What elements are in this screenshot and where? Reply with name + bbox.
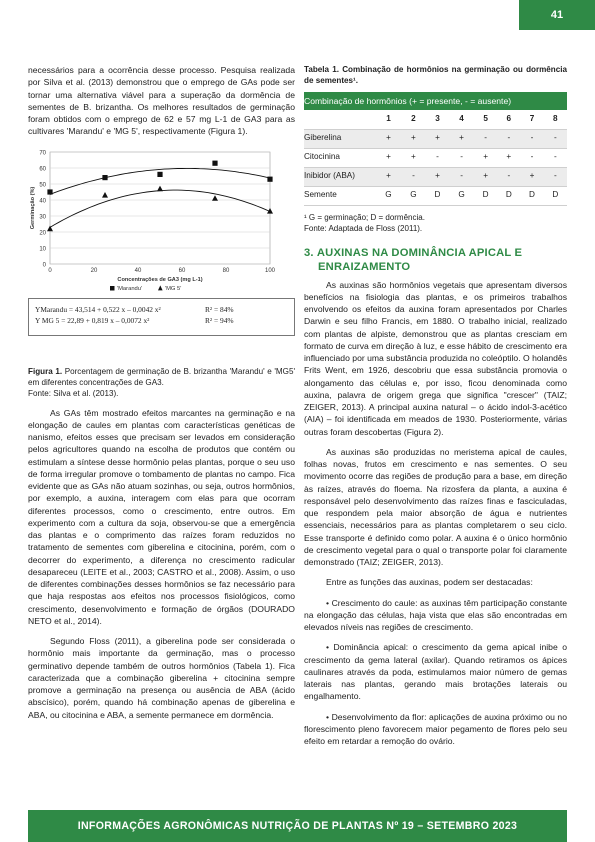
- section-number: 3.: [304, 246, 314, 259]
- table-cell: -: [449, 148, 474, 167]
- paragraph: As auxinas são hormônios vegetais que apresentam diversos benefícios na fisiologia das plantas, e os primeiros trabalhos envolvendo os efeitos da auxina foram apresentados por Charles Darwin e seu filho Francis, em 1880. O trabalho inicial, realizado com plantas de alpiste, demonstrou que as plantas cresciam em formato de curva em direção à luz, e esse hábito de crescimento era influenciado por uma substância produzida no coleóptilo. O holandês Frits Went, em 1926, descobriu que essa substância promovia o alongamento das células e, por isso, ficou denominada como auxina, palavra de origem grega que significa "crescer" (TAIZ; ZEIGER, 2013). A principal auxina natural – o ácido indol-3-acético (AIA) – foi identificada em meados de 1930. Posteriormente, várias outras foram descobertas (Figura 2).: [304, 279, 567, 437]
- equation-marandu: YMarandu = 43,514 + 0,522 x – 0,0042 x²: [35, 304, 161, 314]
- legend-marker-mg5: [158, 285, 163, 290]
- section-title-line1: AUXINAS NA DOMINÂNCIA APICAL E: [316, 246, 523, 259]
- table-cell: +: [401, 148, 426, 167]
- paragraph: necessários para a ocorrência desse processo. Pesquisa realizada por Silva et al. (2013) demonstrou que o emprego de GAs pode ser tornar uma alternativa viável para a superação da dormência de sementes de B. brizantha. Os melhores resultados de germinação foram obtidos com o emprego de 62 e 57 mg L-1 de GA3 para as cultivares 'Marandu' e 'MG 5', respectivamente (Figura 1).: [28, 65, 295, 137]
- table-cell: +: [426, 129, 449, 148]
- table-title: Tabela 1. Combinação de hormônios na germinação ou dormência de sementes¹.: [304, 65, 567, 85]
- y-tick-label: 70: [39, 149, 46, 156]
- table-cell: -: [497, 167, 520, 186]
- table-header: Combinação de hormônios (+ = presente, - = ausente): [304, 92, 567, 110]
- table-col-header: 4: [449, 110, 474, 129]
- x-tick-label: 80: [222, 267, 230, 274]
- table-row: [304, 186, 567, 205]
- bullet-item: • Crescimento do caule: as auxinas têm participação constante na elongação das células, haja vista que elas são encontradas em elevados níveis nas regiões de crescimento.: [304, 597, 567, 632]
- r2-mg5: R² = 94%: [205, 315, 234, 325]
- caption-source: Fonte: Silva et al. (2013).: [28, 388, 119, 398]
- table-cell: +: [474, 167, 497, 186]
- y-tick-label: 50: [39, 181, 46, 188]
- table-cell: +: [401, 129, 426, 148]
- table-col-header: 1: [376, 110, 401, 129]
- table-cell: -: [449, 167, 474, 186]
- germination-chart: [28, 144, 295, 296]
- y-tick-label: 30: [39, 213, 46, 220]
- table-cell: +: [520, 167, 543, 186]
- table-cell: -: [426, 148, 449, 167]
- regression-equations: [28, 298, 295, 336]
- point-marandu: [267, 176, 272, 181]
- table-source: Fonte: Adaptada de Floss (2011).: [304, 223, 423, 233]
- point-marandu: [157, 171, 162, 176]
- paragraph: As GAs têm mostrado efeitos marcantes na germinação e na elongação de caules em plantas com características genéticas de nanismo, efeitos esses que precisam ser levados em consideração pelos agricultores quando na escolha de produtos que contém ou estimulam a síntese desse hormônio pelas plantas, porque o seu uso de forma irregular promove o tombamento de plantas no campo. Fica evidente que as GAs não atuam sozinhas, ou seja, outros hormônios, por exemplo, a auxina, interagem com elas para que ocorram diferentes processos, como o crescimento, entre outros. Em experimento com a cultura da soja, observou-se que a emergência das plantas e o comprimento das raízes foram reduzidos no tratamento de sementes com giberelina e citocinina, porém, com o decorrer do experimento, a diferença no crescimento radicular desapareceu (LEITE et al., 2003; CASTRO et al., 2008). Assim, o uso de diferentes combinações desses hormônios se faz necessário para que haja respostas aos efeitos nos processos fisiológicos, como crescimento, desenvolvimento e formação de órgãos (DOURADO NETO et al., 2014).: [28, 407, 295, 626]
- right-column: [304, 64, 567, 747]
- page-footer: INFORMAÇÕES AGRONÔMICAS NUTRIÇÃO DE PLANTAS Nº 19 – SETEMBRO 2023: [28, 810, 567, 842]
- table-cell: -: [520, 129, 543, 148]
- y-axis-label: Germinação (%): [30, 186, 36, 229]
- paragraph: Segundo Floss (2011), a giberelina pode ser considerada o hormônio mais importante da germinação, mas o processo germinativo depende também de outros hormônios (Tabela 1). Fica caracterizada que a combinação giberelina + citocinina sempre promove a germinação na presença ou ausência de ABA (ácido abscísico), porém, quando há combinação apenas de giberelina e ABA, ou citocinina e ABA, a semente permanece em dormência.: [28, 636, 295, 720]
- table-cell: G: [376, 186, 401, 205]
- fit-curve-mg5: [50, 190, 270, 227]
- x-tick-label: 60: [178, 267, 186, 274]
- table-cell: +: [474, 148, 497, 167]
- paragraph: As auxinas são produzidas no meristema apical de caules, folhas novas, frutos em crescimento e nas sementes. O seu movimento ocorre das regiões de produção para a base, em direção às raízes, através do floema. Na rizosfera da planta, a auxina é responsável pelo desenvolvimento das raízes finas e fasciculadas, que respondem pela maior absorção de água e nutrientes essenciais, necessários para as plantas completarem o seu ciclo. Esse transporte é definido como polar. A auxina é o único hormônio de crescimento vegetal para o qual o transporte polar foi claramente demonstrado (TAIZ; ZEIGER, 2013).: [304, 446, 567, 567]
- legend-label: 'Marandu': [117, 285, 143, 292]
- table-corner: [304, 110, 376, 129]
- left-column: [28, 64, 295, 721]
- section-title-line2: ENRAIZAMENTO: [318, 260, 411, 273]
- table-cell: +: [497, 148, 520, 167]
- table-cell: -: [544, 167, 567, 186]
- table-row: [304, 167, 567, 186]
- table-cell: D: [520, 186, 543, 205]
- table-row-label: Giberelina: [304, 129, 376, 148]
- table-row-label: Semente: [304, 186, 376, 205]
- point-marandu: [47, 189, 52, 194]
- table-row-label: Inibidor (ABA): [304, 167, 376, 186]
- table-cell: G: [449, 186, 474, 205]
- point-mg5: [212, 195, 218, 201]
- table-cell: -: [401, 167, 426, 186]
- section-heading: [304, 246, 567, 274]
- table-cell: -: [544, 148, 567, 167]
- point-marandu: [102, 175, 107, 180]
- plot-frame: [50, 152, 270, 264]
- table-col-header: 5: [474, 110, 497, 129]
- caption-text: Porcentagem de germinação de B. brizantha 'Marandu' e 'MG5' em diferentes concentrações de GA3.: [28, 366, 295, 387]
- table-cell: -: [474, 129, 497, 148]
- point-mg5: [102, 192, 108, 198]
- table-cell: -: [497, 129, 520, 148]
- table-col-header: 2: [401, 110, 426, 129]
- y-tick-label: 20: [39, 229, 46, 236]
- table-cell: G: [401, 186, 426, 205]
- x-tick-label: 20: [90, 267, 98, 274]
- y-tick-label: 60: [39, 165, 46, 172]
- point-marandu: [212, 160, 217, 165]
- table-col-header: 7: [520, 110, 543, 129]
- y-tick-label: 0: [42, 261, 46, 268]
- table-cell: +: [426, 167, 449, 186]
- table-cell: +: [376, 129, 401, 148]
- bullet-item: • Dominância apical: o crescimento da gema apical inibe o crescimento da gema lateral (axilar). Quando retiramos os ápices caulinares através da poda, estimulamos maior número de gemas laterais nas plantas, gerando mais brotações laterais ou engalhamento.: [304, 642, 567, 702]
- table-col-header: 8: [544, 110, 567, 129]
- x-tick-label: 40: [134, 267, 142, 274]
- figure-caption: [28, 366, 295, 399]
- table-cell: D: [544, 186, 567, 205]
- equation-mg5: Y MG 5 = 22,89 + 0,819 x – 0,0072 x²: [35, 315, 150, 325]
- table-cell: +: [376, 167, 401, 186]
- x-tick-label: 100: [264, 267, 276, 274]
- table-cell: +: [449, 129, 474, 148]
- page-number: 41: [519, 0, 595, 30]
- legend-label: 'MG 5': [165, 285, 182, 292]
- paragraph: Entre as funções das auxinas, podem ser destacadas:: [326, 577, 533, 588]
- table-col-header: 3: [426, 110, 449, 129]
- table-cell: -: [544, 129, 567, 148]
- hormone-table: [304, 92, 567, 206]
- x-axis-label: Concentrações de GA3 (mg L-1): [117, 276, 203, 283]
- point-mg5: [157, 185, 163, 191]
- r2-marandu: R² = 84%: [205, 304, 234, 314]
- table-cell: -: [520, 148, 543, 167]
- table-cell: +: [376, 148, 401, 167]
- caption-label: Figura 1.: [28, 366, 63, 376]
- legend-marker-marandu: [110, 286, 115, 291]
- table-row-label: Citocinina: [304, 148, 376, 167]
- table-cell: D: [497, 186, 520, 205]
- y-tick-label: 10: [39, 245, 46, 252]
- table-note: ¹ G = germinação; D = dormência.: [304, 212, 425, 222]
- table-cell: D: [474, 186, 497, 205]
- table-row: [304, 148, 567, 167]
- figure-1: [28, 144, 295, 360]
- table-col-header: 6: [497, 110, 520, 129]
- y-tick-label: 40: [39, 197, 46, 204]
- x-tick-label: 0: [48, 267, 52, 274]
- table-col-header-row: [304, 110, 567, 129]
- bullet-item: • Desenvolvimento da flor: aplicações de auxina próximo ou no florescimento pleno favorecem maior pegamento de flores pelo seu efeito em retardar a remoção do ovário.: [304, 711, 567, 746]
- table-row: [304, 129, 567, 148]
- table-cell: D: [426, 186, 449, 205]
